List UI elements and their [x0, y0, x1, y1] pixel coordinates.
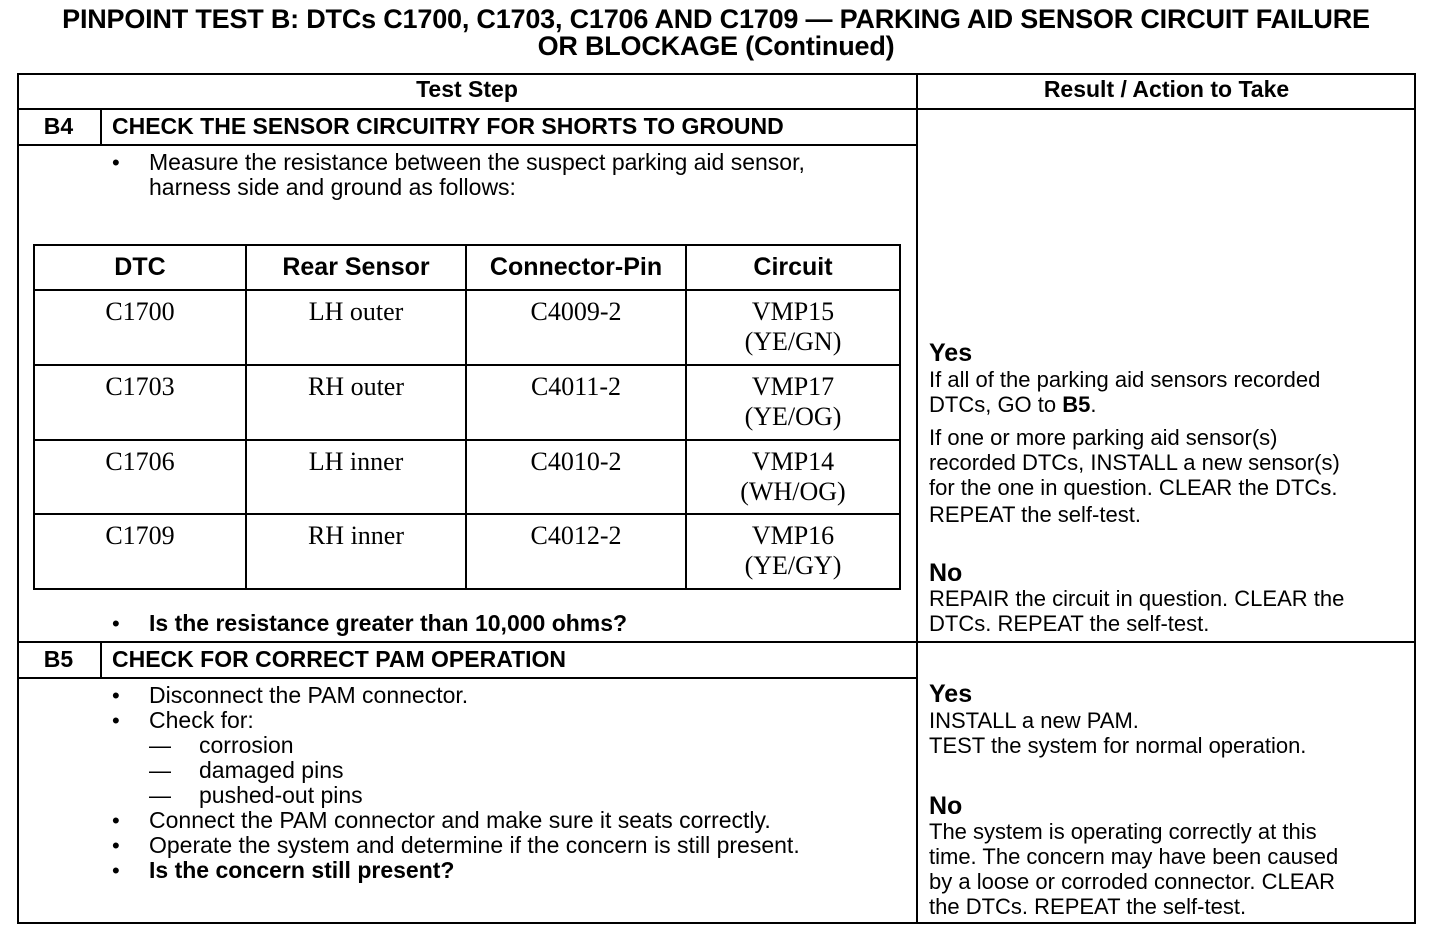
b4-yes-line-2-text: DTCs, GO to — [929, 392, 1063, 417]
rear-sensor-cell: LH inner — [246, 440, 466, 515]
circuit-name: VMP14 — [751, 446, 835, 476]
b4-yes-line-2 — [929, 392, 1097, 417]
b5-step-4: Operate the system and determine if the concern is still present. — [149, 832, 800, 858]
header-result: Result / Action to Take — [1043, 76, 1290, 102]
table-row — [34, 514, 900, 589]
column-header-dtc: DTC — [34, 245, 246, 290]
dtc-cell: C1703 — [34, 365, 246, 440]
rear-sensor-cell: LH outer — [246, 290, 466, 365]
bullet: • — [112, 808, 120, 833]
b4-heading-divider — [17, 144, 917, 146]
bullet: • — [112, 611, 120, 636]
b4-id-divider — [100, 108, 102, 145]
b5-step-3: Connect the PAM connector and make sure it seats correctly. — [149, 807, 771, 833]
circuit-cell — [686, 440, 900, 515]
section-divider — [17, 641, 1416, 643]
dash: — — [149, 733, 171, 758]
circuit-name: VMP15 — [751, 297, 835, 326]
table-row — [34, 290, 900, 365]
bullet: • — [112, 833, 120, 858]
sensor-table-header-row — [34, 245, 900, 290]
b4-no-label: No — [929, 559, 963, 587]
b4-no-line-2: DTCs. REPEAT the self-test. — [929, 611, 1210, 636]
b5-heading-divider — [17, 677, 917, 679]
b5-question: Is the concern still present? — [149, 857, 455, 883]
dash: — — [149, 783, 171, 808]
b5-reference: B5 — [1062, 392, 1091, 417]
b5-yes-label: Yes — [929, 680, 973, 708]
circuit-name: VMP17 — [751, 371, 835, 401]
table-row — [34, 365, 900, 440]
sensor-table — [33, 244, 901, 590]
dtc-cell: C1706 — [34, 440, 246, 515]
b4-step-id: B4 — [43, 113, 74, 139]
b4-yes-p2-line-1: If one or more parking aid sensor(s) — [929, 425, 1278, 450]
dtc-cell: C1709 — [34, 514, 246, 589]
b4-heading: CHECK THE SENSOR CIRCUITRY FOR SHORTS TO GROUND — [112, 113, 784, 139]
column-header-circuit: Circuit — [686, 245, 900, 290]
dash: — — [149, 758, 171, 783]
b4-yes-label: Yes — [929, 339, 973, 367]
wire-color: (WH/OG) — [740, 476, 846, 506]
dtc-cell: C1700 — [34, 290, 246, 365]
b5-yes-line-1: INSTALL a new PAM. — [929, 708, 1139, 733]
wire-color: (YE/GN) — [744, 327, 842, 356]
b4-yes-line-2-end: . — [1090, 392, 1097, 417]
b4-question: Is the resistance greater than 10,000 ohms? — [149, 610, 628, 636]
bullet: • — [112, 858, 120, 883]
b5-step-id: B5 — [43, 646, 74, 672]
header-divider — [17, 108, 1416, 110]
bullet: • — [112, 150, 120, 175]
column-divider — [916, 73, 918, 924]
connector-pin-cell: C4011-2 — [466, 365, 686, 440]
circuit-cell — [686, 290, 900, 365]
b5-no-line-4: the DTCs. REPEAT the self-test. — [929, 894, 1247, 919]
b4-yes-line-1: If all of the parking aid sensors recorded — [929, 367, 1321, 392]
b5-no-line-3: by a loose or corroded connector. CLEAR — [929, 869, 1336, 894]
b5-step-2: Check for: — [149, 707, 254, 733]
column-header-rear-sensor: Rear Sensor — [246, 245, 466, 290]
b5-check-1: corrosion — [199, 732, 294, 758]
header-test-step: Test Step — [416, 76, 518, 102]
b5-no-label: No — [929, 792, 963, 820]
title-line-1: PINPOINT TEST B: DTCs C1700, C1703, C1706 AND C1709 — PARKING AID SENSOR CIRCUIT FAILURE — [62, 4, 1370, 34]
b4-instruction-line-1: Measure the resistance between the suspect parking aid sensor, — [149, 149, 805, 175]
rear-sensor-cell: RH outer — [246, 365, 466, 440]
b4-yes-p2-line-3: for the one in question. CLEAR the DTCs. — [929, 475, 1338, 500]
connector-pin-cell: C4009-2 — [466, 290, 686, 365]
b4-instruction-line-2: harness side and ground as follows: — [149, 174, 516, 200]
rear-sensor-cell: RH inner — [246, 514, 466, 589]
b5-no-line-1: The system is operating correctly at this — [929, 819, 1317, 844]
title-line-2: OR BLOCKAGE (Continued) — [537, 31, 895, 61]
b5-yes-line-2: TEST the system for normal operation. — [929, 733, 1307, 758]
wire-color: (YE/OG) — [744, 401, 842, 431]
b4-no-line-1: REPAIR the circuit in question. CLEAR the — [929, 586, 1345, 611]
circuit-name: VMP16 — [751, 521, 835, 551]
b5-check-3: pushed-out pins — [199, 782, 363, 808]
connector-pin-cell: C4012-2 — [466, 514, 686, 589]
b5-check-2: damaged pins — [199, 757, 344, 783]
table-row — [34, 440, 900, 515]
circuit-cell — [686, 514, 900, 589]
b5-no-line-2: time. The concern may have been caused — [929, 844, 1339, 869]
page-title — [0, 6, 1432, 60]
bullet: • — [112, 683, 120, 708]
b4-yes-p2-line-4: REPEAT the self-test. — [929, 502, 1141, 527]
b4-yes-p2-line-2: recorded DTCs, INSTALL a new sensor(s) — [929, 450, 1340, 475]
connector-pin-cell: C4010-2 — [466, 440, 686, 515]
bullet: • — [112, 708, 120, 733]
circuit-cell — [686, 365, 900, 440]
wire-color: (YE/GY) — [744, 551, 842, 581]
column-header-connector-pin: Connector-Pin — [466, 245, 686, 290]
b5-id-divider — [100, 641, 102, 678]
b5-step-1: Disconnect the PAM connector. — [149, 682, 469, 708]
b5-heading: CHECK FOR CORRECT PAM OPERATION — [112, 646, 567, 672]
